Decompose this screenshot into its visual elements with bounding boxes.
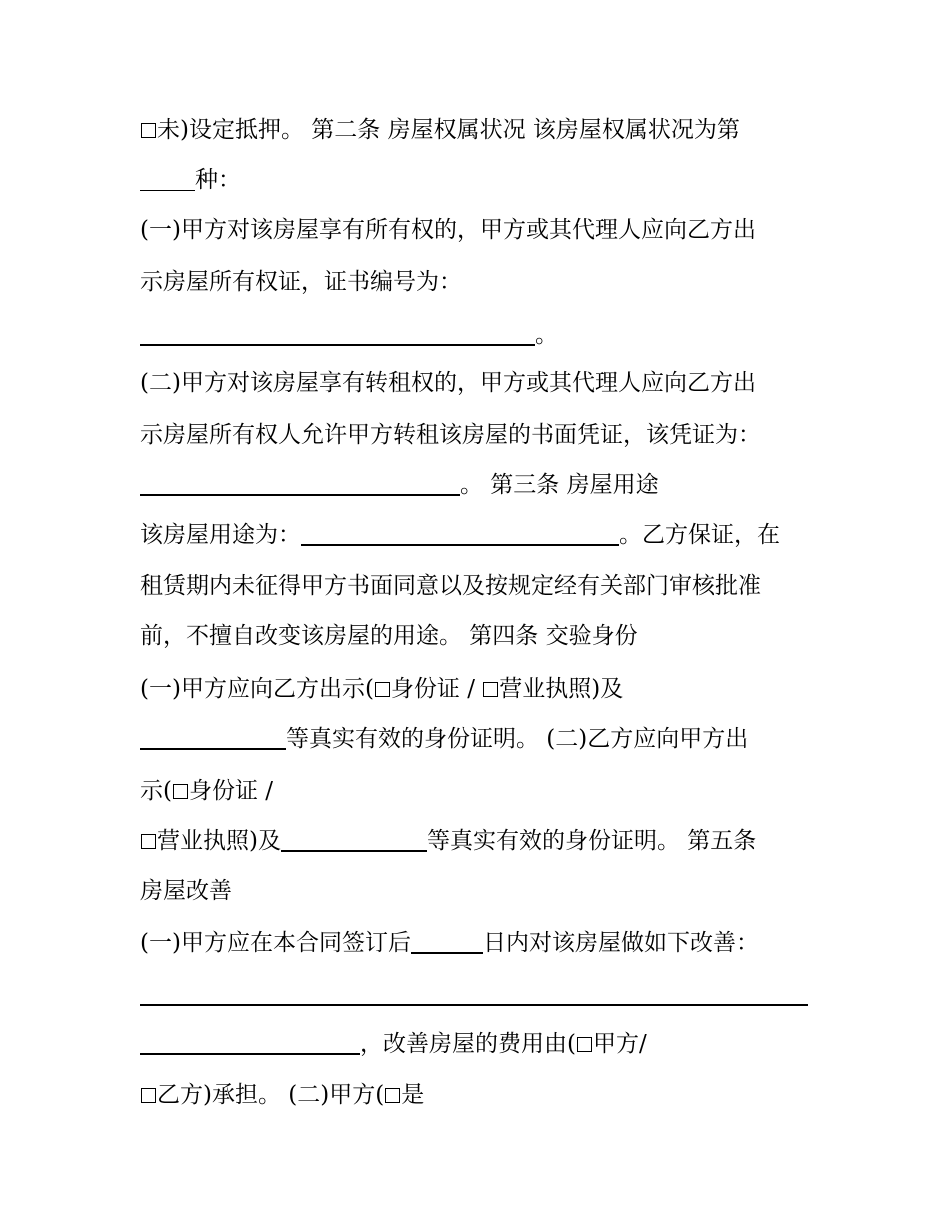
checkbox[interactable] — [173, 784, 188, 799]
checkbox[interactable] — [577, 1037, 592, 1052]
text-segment: 身份证 / — [390, 676, 483, 702]
text-segment: (一)甲方应向乙方出示( — [140, 676, 374, 702]
text-segment: 示房屋所有权证，证书编号为： — [140, 269, 462, 295]
text-line — [140, 774, 273, 808]
text-line — [140, 213, 756, 247]
text-segment: 等真实有效的身份证明。 第五条 — [426, 828, 757, 854]
text-segment: 。 — [535, 322, 558, 348]
text-segment: 乙方)承担。 (二)甲方( — [157, 1082, 385, 1108]
text-segment: 房屋改善 — [140, 878, 232, 904]
text-segment: (一)甲方应在本合同签订后 — [140, 930, 411, 956]
fill-blank[interactable] — [140, 470, 460, 496]
text-segment: 营业执照)及 — [157, 828, 281, 854]
text-segment: 日内对该房屋做如下改善： — [482, 930, 759, 956]
checkbox[interactable] — [385, 1088, 400, 1103]
text-line — [140, 619, 638, 653]
checkbox[interactable] — [375, 682, 390, 697]
fill-blank[interactable] — [301, 520, 619, 546]
text-segment: 该房屋用途为： — [140, 522, 301, 548]
fill-blank[interactable] — [140, 980, 808, 1006]
text-line — [140, 722, 748, 756]
text-line — [140, 113, 740, 147]
text-line — [140, 366, 756, 400]
text-line — [140, 926, 759, 960]
text-segment: 租赁期内未征得甲方书面同意以及按规定经有关部门审核批准 — [140, 573, 761, 599]
text-segment: 营业执照)及 — [499, 676, 624, 702]
text-segment: ，改善房屋的费用由( — [360, 1031, 576, 1057]
checkbox[interactable] — [141, 1088, 156, 1103]
text-line — [140, 978, 808, 1012]
fill-blank[interactable] — [140, 724, 286, 750]
text-line — [140, 569, 761, 603]
text-segment: 前，不擅自改变该房屋的用途。 第四条 交验身份 — [140, 623, 638, 649]
text-line — [140, 824, 756, 858]
text-segment: (一)甲方对该房屋享有所有权的，甲方或其代理人应向乙方出 — [140, 217, 756, 243]
fill-blank[interactable] — [411, 928, 483, 954]
text-segment: 。乙方保证，在 — [619, 522, 780, 548]
text-line — [140, 1027, 647, 1061]
text-line — [140, 518, 780, 552]
text-segment: 等真实有效的身份证明。 (二)乙方应向甲方出 — [286, 726, 749, 752]
checkbox[interactable] — [141, 123, 156, 138]
fill-blank[interactable] — [140, 1029, 360, 1055]
checkbox[interactable] — [141, 834, 156, 849]
text-segment: 。 第三条 房屋用途 — [460, 472, 659, 498]
text-line — [140, 318, 558, 352]
text-segment: 身份证 / — [188, 778, 274, 804]
text-segment: 未)设定抵押。 第二条 房屋权属状况 该房屋权属状况为第 — [157, 117, 740, 143]
text-segment: 甲方/ — [592, 1031, 647, 1057]
fill-blank[interactable] — [140, 320, 535, 346]
text-segment: 种： — [195, 167, 241, 193]
text-line — [140, 265, 462, 299]
text-line — [140, 418, 761, 452]
text-segment: 示( — [140, 778, 172, 804]
text-line — [140, 874, 232, 908]
text-line — [140, 468, 659, 502]
text-segment: (二)甲方对该房屋享有转租权的，甲方或其代理人应向乙方出 — [140, 370, 756, 396]
checkbox[interactable] — [483, 682, 498, 697]
text-segment: 示房屋所有权人允许甲方转租该房屋的书面凭证，该凭证为： — [140, 422, 761, 448]
text-line — [140, 163, 241, 197]
text-segment: 是 — [401, 1082, 425, 1108]
text-line — [140, 672, 623, 706]
fill-blank[interactable] — [140, 166, 195, 191]
text-line — [140, 1078, 424, 1112]
fill-blank[interactable] — [281, 826, 427, 852]
